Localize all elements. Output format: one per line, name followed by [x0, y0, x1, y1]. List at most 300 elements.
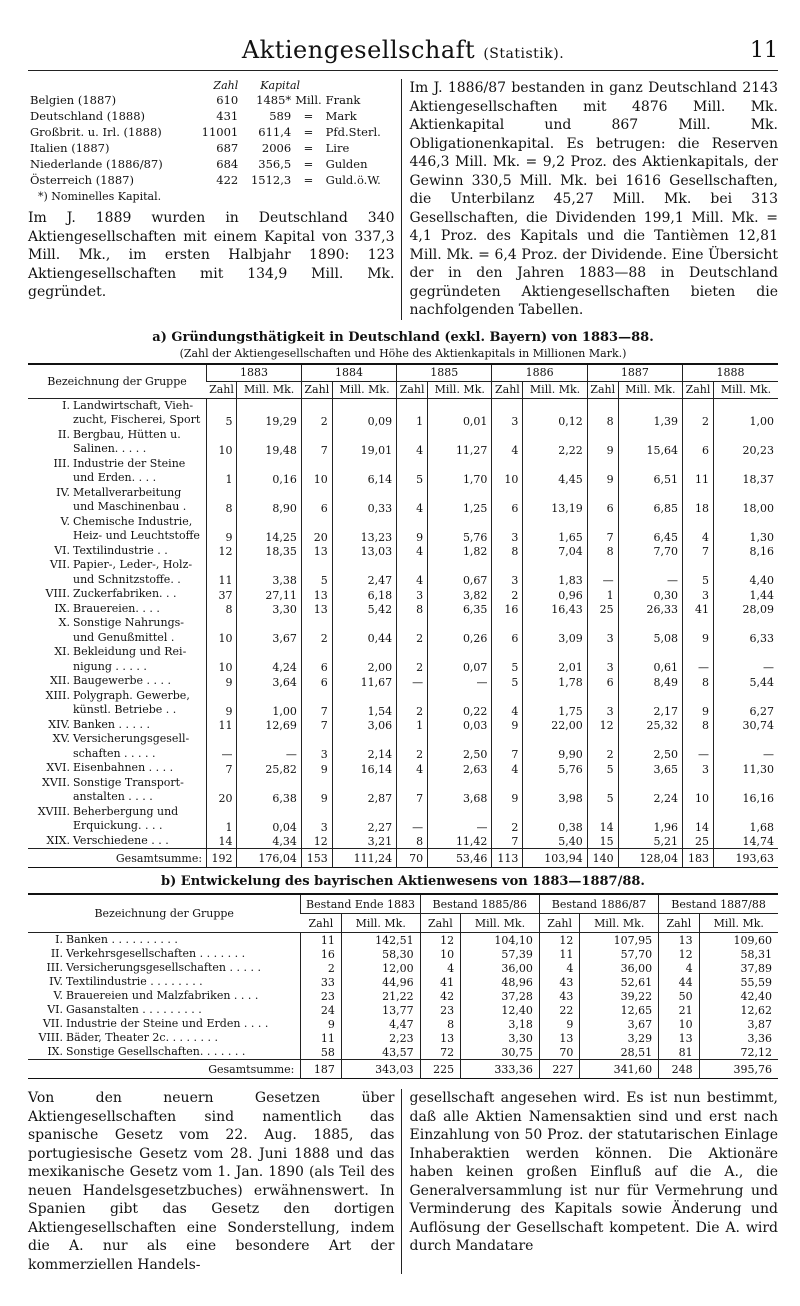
table-a-value: 12 [587, 718, 618, 733]
table-a-group-line [30, 776, 204, 791]
table-b-value: 3,18 [461, 1017, 540, 1031]
table-a-value: 2,22 [523, 428, 587, 457]
title-subtext: (Statistik). [483, 46, 565, 62]
table-a-value: 25,32 [618, 718, 682, 733]
table-b-group-header: Bezeichnung der Gruppe [28, 894, 301, 933]
table-a-value: 11 [207, 718, 237, 733]
table-a-value: 25 [587, 602, 618, 617]
table-a-value: 8 [207, 602, 237, 617]
table-a-value: 9 [207, 689, 237, 718]
table-b-value: 43 [539, 989, 579, 1003]
table-a-group-line [30, 413, 204, 428]
intl-zahl: 610 [216, 93, 239, 107]
intl-country: Großbrit. u. Irl. (1888) [30, 125, 162, 139]
table-b-group-label: Brauereien und Malzfabriken . . . . [66, 989, 259, 1002]
table-a-value: 0,22 [428, 689, 492, 718]
table-a-row [28, 674, 778, 689]
table-a-group-label: Baugewerbe . . . . [73, 674, 171, 687]
table-b-value: 57,39 [461, 947, 540, 961]
table-a-value: 1,96 [618, 805, 682, 834]
table-a-value: 6 [301, 486, 332, 515]
table-b-value: 72 [420, 1045, 460, 1060]
intl-unit-ditto: = [303, 173, 314, 187]
table-a-value: 5 [492, 674, 523, 689]
intl-unit: Frank [325, 93, 361, 107]
table-a-total-value: 176,04 [237, 849, 301, 868]
table-a-value: 5 [301, 558, 332, 587]
table-a-value: 2,87 [332, 776, 396, 805]
table-a-value: 3 [683, 761, 714, 776]
table-a-value: 6 [492, 616, 523, 645]
table-a-value: 3 [587, 645, 618, 674]
title-text: Aktiengesellschaft [241, 36, 476, 64]
table-a-group-label: Polygraph. Gewerbe, [73, 688, 190, 702]
table-a-value: 7 [207, 761, 237, 776]
table-a-value: 10 [683, 776, 714, 805]
table-a-value: 3 [301, 805, 332, 834]
intl-unit-ditto: = [303, 109, 314, 123]
table-a-group-line [30, 674, 204, 689]
table-a-group-label: Versicherungsgesell- [73, 732, 190, 745]
table-b-mill-header: Mill. Mk. [341, 914, 420, 933]
table-a-value: 5 [683, 558, 714, 587]
table-b-value: 3,29 [580, 1031, 659, 1045]
table-a-value: 1,00 [237, 689, 301, 718]
intl-country: Österreich (1887) [30, 173, 134, 187]
table-a-value: 9 [301, 761, 332, 776]
table-a-value: 7 [301, 689, 332, 718]
table-a-year-header: 1883 [207, 364, 302, 382]
intl-unit: Mark [325, 109, 357, 123]
table-a-value: 25 [683, 834, 714, 849]
table-a-value: 14 [207, 834, 237, 849]
table-b-group-cell [28, 947, 301, 961]
table-b-value: 37,89 [699, 961, 778, 975]
table-a-group-number: XIX. [46, 833, 70, 847]
table-a-value: 5,44 [713, 674, 778, 689]
table-a-value: 16,16 [713, 776, 778, 805]
table-b-row [28, 1045, 778, 1060]
table-a-value: 7 [301, 428, 332, 457]
table-a-value: 7 [301, 718, 332, 733]
table-a-mill-header: Mill. Mk. [618, 381, 682, 398]
table-a-value: 3,98 [523, 776, 587, 805]
table-a-group-label: Bergbau, Hütten u. [73, 427, 181, 441]
table-a-value: 0,01 [428, 398, 492, 428]
table-b-total-value: 343,03 [341, 1060, 420, 1079]
table-a-total-value: 111,24 [332, 849, 396, 868]
table-b-group-cell [28, 933, 301, 948]
table-b-total-value: 225 [420, 1060, 460, 1079]
table-a-value: 2 [492, 587, 523, 602]
table-b-value: 30,75 [461, 1045, 540, 1060]
table-a-zahl-header: Zahl [683, 381, 714, 398]
table-a-row [28, 776, 778, 805]
table-a-value: 1 [207, 805, 237, 834]
table-a-value: 1,83 [523, 558, 587, 587]
intl-kapital: 356,5 [258, 157, 292, 171]
intl-row [28, 156, 395, 172]
table-a-group-cell [28, 544, 207, 559]
table-a-row [28, 616, 778, 645]
table-a-value: 2,17 [618, 689, 682, 718]
table-a-group-number: XVI. [46, 761, 70, 774]
table-a-value: 10 [207, 428, 237, 457]
table-a-value: 12,69 [237, 718, 301, 733]
table-a-value: 3 [587, 689, 618, 718]
table-b-total-row [28, 1060, 778, 1079]
table-b-value: 13 [659, 1031, 699, 1045]
table-a-value: 2,50 [428, 732, 492, 761]
table-a-group-label: Landwirtschaft, Vieh- [73, 398, 194, 412]
table-a-group-label: und Maschinenbau . [73, 500, 187, 513]
table-a-value: 1 [397, 398, 428, 428]
table-a-value: — [237, 732, 301, 761]
table-a-value: 3,09 [523, 616, 587, 645]
table-a-group-line [30, 834, 204, 849]
table-b-group-number: IX. [47, 1045, 63, 1058]
col-zahl: Zahl [213, 79, 239, 92]
intl-row [28, 140, 395, 156]
table-a-group-line [30, 718, 204, 733]
table-a-group-number: VIII. [45, 587, 70, 600]
table-a-value: 2,00 [332, 645, 396, 674]
table-a-value: 19,01 [332, 428, 396, 457]
table-a-group-line [30, 761, 204, 776]
table-a-group-cell [28, 398, 207, 428]
table-a-value: 6 [587, 674, 618, 689]
table-b-group-number: V. [53, 989, 63, 1002]
table-a-value: 8 [397, 834, 428, 849]
table-a-value: 2,50 [618, 732, 682, 761]
table-b-value: 2,23 [341, 1031, 420, 1045]
table-a-group-label: Eisenbahnen . . . . [73, 761, 174, 774]
table-a-value: 0,04 [237, 805, 301, 834]
table-a-mill-header: Mill. Mk. [428, 381, 492, 398]
table-a-value: 9 [397, 515, 428, 544]
table-a-title: a) Gründungsthätigkeit in Deutschland (exkl. Bayern) von 1883—88. [152, 329, 654, 345]
table-b-group-label: Banken . . . . . . . . . . [66, 933, 178, 946]
table-a-group-cell [28, 689, 207, 718]
table-b-value: 4,47 [341, 1017, 420, 1031]
table-a-group-cell [28, 457, 207, 486]
table-b-value: 44 [659, 975, 699, 989]
intl-unit-ditto: = [303, 141, 314, 155]
table-b-group-number: VIII. [38, 1031, 63, 1044]
table-b-value: 12 [539, 933, 579, 948]
table-a-value: 19,48 [237, 428, 301, 457]
table-a-value: 0,38 [523, 805, 587, 834]
table-b-value: 12 [420, 933, 460, 948]
table-b-value: 50 [659, 989, 699, 1003]
page-title [28, 36, 778, 64]
table-a-row [28, 428, 778, 457]
table-b-value: 13 [659, 933, 699, 948]
table-a-value: 14,25 [237, 515, 301, 544]
table-a-group-number: X. [58, 616, 70, 629]
table-a-value: 10 [207, 645, 237, 674]
table-a-value: 2,63 [428, 761, 492, 776]
table-b-row [28, 1031, 778, 1045]
table-a-value: 16,14 [332, 761, 396, 776]
table-b-period-header: Bestand Ende 1883 [301, 894, 420, 914]
table-a-value: 8 [397, 602, 428, 617]
table-a-value: 6,33 [713, 616, 778, 645]
table-a-value: 5,08 [618, 616, 682, 645]
table-b-group-label: Versicherungsgesellschaften . . . . . [66, 961, 261, 974]
intl-unit: Guld.ö.W. [325, 173, 381, 187]
table-a-value: 3 [397, 587, 428, 602]
table-b-value: 4 [659, 961, 699, 975]
table-a-value: 2 [397, 645, 428, 674]
table-a-value: 6,35 [428, 602, 492, 617]
table-a-value: 9 [683, 689, 714, 718]
table-a-value: 8 [207, 486, 237, 515]
table-a-group-cell [28, 587, 207, 602]
table-a-value: 1,65 [523, 515, 587, 544]
table-b-value: 8 [420, 1017, 460, 1031]
table-a-group-label: und Schnitzstoffe. . [73, 572, 181, 586]
table-b-group-cell [28, 1003, 301, 1017]
table-a-value: 2 [587, 732, 618, 761]
table-b-value: 12 [659, 947, 699, 961]
table-a-value: 1,00 [713, 398, 778, 428]
intl-zahl: 684 [216, 157, 239, 171]
table-a-value: 15,64 [618, 428, 682, 457]
table-b-value: 13 [420, 1031, 460, 1045]
col-kapital: Kapital [260, 79, 301, 92]
table-a-value: 6,27 [713, 689, 778, 718]
table-a-value: 1 [207, 457, 237, 486]
table-a-value: 1 [397, 718, 428, 733]
table-a-total-value: 153 [301, 849, 332, 868]
table-a-row [28, 457, 778, 486]
table-b-value: 43,57 [341, 1045, 420, 1060]
table-a-group-cell [28, 515, 207, 544]
intl-kapital: 589 [269, 109, 292, 123]
table-a-value: 5,40 [523, 834, 587, 849]
table-a-value: 30,74 [713, 718, 778, 733]
table-a-group-number: V. [60, 514, 70, 528]
table-a-value: 20 [207, 776, 237, 805]
table-a-value: 2,47 [332, 558, 396, 587]
table-a-group-number: IX. [54, 601, 70, 615]
table-b-row [28, 989, 778, 1003]
table-a-value: 1,70 [428, 457, 492, 486]
table-a-value: 12 [207, 544, 237, 559]
table-a-group-line [30, 689, 204, 704]
table-a-value: 6 [683, 428, 714, 457]
intl-unit-ditto: Mill. [295, 93, 322, 107]
intl-unit: Pfd.Sterl. [325, 125, 381, 139]
table-a-total-value: 128,04 [618, 849, 682, 868]
table-a-value: 11,42 [428, 834, 492, 849]
table-a-value: 9 [207, 674, 237, 689]
table-a-value: 4,40 [713, 558, 778, 587]
table-a-value: — [713, 645, 778, 674]
table-a-value: 6,51 [618, 457, 682, 486]
table-a-value: 25,82 [237, 761, 301, 776]
table-a-value: 8,90 [237, 486, 301, 515]
table-a-value: 26,33 [618, 602, 682, 617]
table-b-value: 12,40 [461, 1003, 540, 1017]
table-a-group-cell [28, 674, 207, 689]
table-a-value: 0,33 [332, 486, 396, 515]
table-a-group-cell [28, 558, 207, 587]
table-a-value: — [618, 558, 682, 587]
table-a-value: 2 [301, 398, 332, 428]
table-b-zahl-header: Zahl [420, 914, 460, 933]
table-a-group-line [30, 428, 204, 443]
table-a-value: 6 [587, 486, 618, 515]
table-a-value: — [207, 732, 237, 761]
table-a-value: 9 [301, 776, 332, 805]
table-b-value: 58,30 [341, 947, 420, 961]
table-a-total-value: 103,94 [523, 849, 587, 868]
table-b-value: 11 [301, 933, 341, 948]
table-a-value: 1,25 [428, 486, 492, 515]
table-b-total-value: 187 [301, 1060, 341, 1079]
table-a-value: 1,39 [618, 398, 682, 428]
table-a-value: 2,01 [523, 645, 587, 674]
table-a-value: 8 [587, 544, 618, 559]
table-a-value: 12 [301, 834, 332, 849]
table-a-group-number: I. [62, 398, 70, 412]
table-b [28, 893, 778, 1079]
table-a-value: 11,30 [713, 761, 778, 776]
table-a-value: 9 [492, 776, 523, 805]
table-a-total-row [28, 849, 778, 868]
table-a-value: 8 [587, 398, 618, 428]
table-a-total-value: 70 [397, 849, 428, 868]
table-b-period-header: Bestand 1885/86 [420, 894, 539, 914]
table-b-value: 12,62 [699, 1003, 778, 1017]
intl-country: Deutschland (1888) [30, 109, 145, 123]
table-a-value: 7 [587, 515, 618, 544]
table-a-value: 3,30 [237, 602, 301, 617]
table-a-group-cell [28, 718, 207, 733]
table-a-zahl-header: Zahl [587, 381, 618, 398]
table-a-value: 2 [301, 616, 332, 645]
table-a-group-line [30, 819, 204, 834]
table-a-group-header: Bezeichnung der Gruppe [28, 364, 207, 399]
table-a-value: 6,85 [618, 486, 682, 515]
table-b-total-value: 341,60 [580, 1060, 659, 1079]
table-b-mill-header: Mill. Mk. [699, 914, 778, 933]
table-a-group-number: XV. [52, 732, 70, 745]
table-a-group-line [30, 500, 204, 515]
table-a-group-label: Verschiedene . . . [73, 833, 169, 847]
table-a-group-label: Zuckerfabriken. . . [73, 587, 177, 600]
table-a-group-cell [28, 602, 207, 617]
table-a-mill-header: Mill. Mk. [237, 381, 301, 398]
table-a-value: 1,30 [713, 515, 778, 544]
table-a-value: 7 [492, 732, 523, 761]
table-a-group-cell [28, 805, 207, 834]
table-a-group-line [30, 645, 204, 660]
table-a-group-number: XI. [54, 645, 70, 658]
table-a-value: 5 [397, 457, 428, 486]
table-a-value: 6,14 [332, 457, 396, 486]
table-a-value: 11,27 [428, 428, 492, 457]
table-a-row [28, 805, 778, 834]
table-b-value: 10 [420, 947, 460, 961]
table-b-value: 11 [301, 1031, 341, 1045]
table-a-row [28, 558, 778, 587]
table-a-group-cell [28, 616, 207, 645]
table-a-value: 8 [683, 674, 714, 689]
table-b-group-label: Textilindustrie . . . . . . . . [66, 975, 203, 988]
table-b-value: 24 [301, 1003, 341, 1017]
table-a-value: 5,42 [332, 602, 396, 617]
table-a-year-header: 1884 [301, 364, 396, 382]
table-a-value: 9 [207, 515, 237, 544]
table-b-group-number: VII. [42, 1017, 63, 1030]
table-a-group-label: Chemische Industrie, [73, 514, 193, 528]
table-b-value: 3,67 [580, 1017, 659, 1031]
table-a-value: 5,21 [618, 834, 682, 849]
bottom-left-paragraph: Von den neuern Gesetzen über Aktiengesellschaften sind namentlich das spanische Gesetz vom 22. Aug. 1885, das portugiesische Gesetz vom 28. Juni 1888 und das mexikanische Gesetz vom 1. Jan. 1890 (als Teil des neuen Handelsgesetzbuches) erwähnenswert. In Spanien gibt das Gesetz den dortigen Aktiengesellschaften eine Sonderstellung, indem die A. nur als eine besondere Art der kommerziellen Handels- [28, 1089, 402, 1274]
table-a-value: 2,14 [332, 732, 396, 761]
table-b-row [28, 933, 778, 948]
table-a-value: 2 [683, 398, 714, 428]
table-b-value: 12,65 [580, 1003, 659, 1017]
table-b-mill-header: Mill. Mk. [461, 914, 540, 933]
left-paragraph: Im J. 1889 wurden in Deutschland 340 Aktiengesellschaften mit einem Kapital von 337,3 Mill. Mk., im ersten Halbjahr 1890: 123 Aktiengesellschaften mit 134,9 Mill. Mk. gegründet. [28, 210, 395, 300]
table-a-value: 3,38 [237, 558, 301, 587]
table-a-value: 13,23 [332, 515, 396, 544]
table-a-value: 8 [492, 544, 523, 559]
table-a-value: 4 [397, 558, 428, 587]
table-b-value: 28,51 [580, 1045, 659, 1060]
table-b-value: 9 [301, 1017, 341, 1031]
table-a-value: 6,45 [618, 515, 682, 544]
table-a-value: — [587, 558, 618, 587]
table-a-group-number: VII. [49, 558, 70, 571]
table-a-zahl-header: Zahl [207, 381, 237, 398]
table-a-group-label: Textilindustrie . . [73, 543, 168, 557]
intl-row [28, 124, 395, 140]
table-a-value: 3,68 [428, 776, 492, 805]
table-b-value: 21,22 [341, 989, 420, 1003]
table-a-value: 7 [397, 776, 428, 805]
table-a-value: 14 [683, 805, 714, 834]
table-a-value: 3 [683, 587, 714, 602]
table-a-total-value: 140 [587, 849, 618, 868]
table-a-group-line [30, 790, 204, 805]
table-a-group-line [30, 442, 204, 457]
table-b-value: 44,96 [341, 975, 420, 989]
table-a-value: 7,70 [618, 544, 682, 559]
table-a-value: 8,49 [618, 674, 682, 689]
table-a-group-label: Industrie der Steine [73, 456, 186, 470]
table-a-value: 11 [683, 457, 714, 486]
table-b-value: 10 [659, 1017, 699, 1031]
table-b-value: 11 [539, 947, 579, 961]
table-b-value: 57,70 [580, 947, 659, 961]
table-a-value: 2 [397, 732, 428, 761]
intl-row [28, 172, 395, 188]
table-a-value: 3 [492, 398, 523, 428]
table-a-value: 5 [587, 776, 618, 805]
table-a-value: 9 [587, 428, 618, 457]
table-a-value: 37 [207, 587, 237, 602]
table-a-mill-header: Mill. Mk. [713, 381, 778, 398]
table-b-value: 41 [420, 975, 460, 989]
table-a-value: 14,74 [713, 834, 778, 849]
intl-zahl: 687 [216, 141, 239, 155]
table-a-group-line [30, 602, 204, 617]
